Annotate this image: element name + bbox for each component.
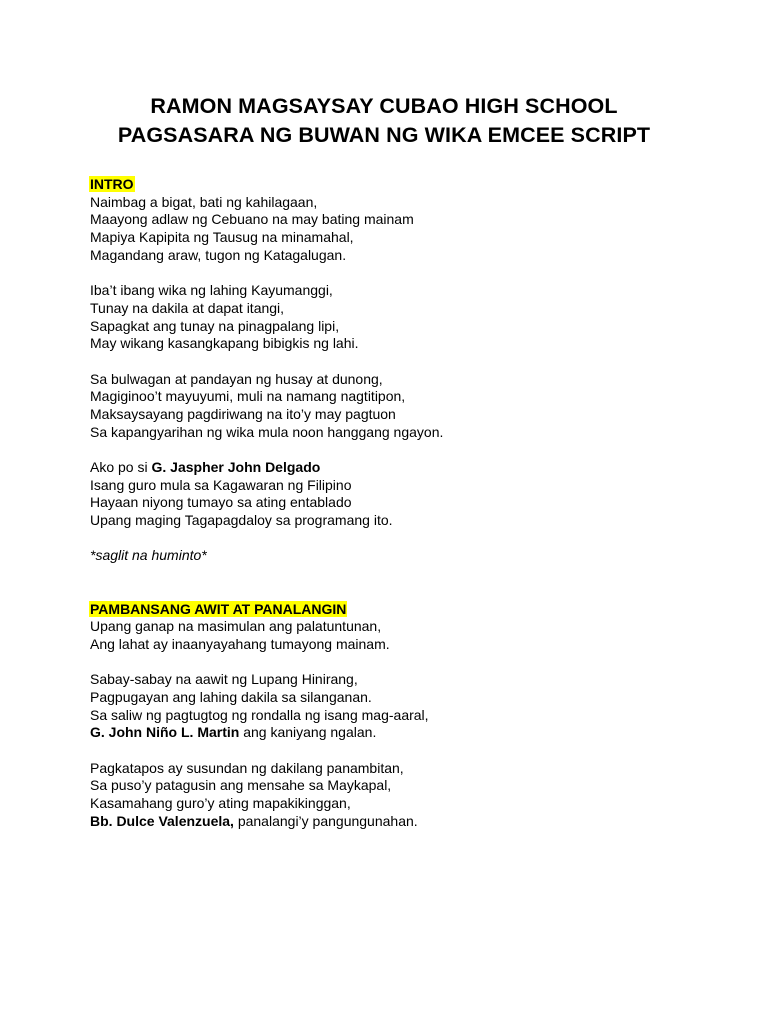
verse-line: Isang guro mula sa Kagawaran ng Filipino bbox=[90, 476, 352, 493]
verse-text: Ako po si bbox=[90, 459, 152, 475]
verse-line bbox=[90, 724, 690, 742]
verse-line: Pagkatapos ay susundan ng dakilang panambitan, bbox=[90, 759, 404, 776]
verse-line bbox=[90, 813, 690, 831]
verse-line: Iba’t ibang wika ng lahing Kayumanggi, bbox=[90, 282, 333, 299]
anthem-stanza-3 bbox=[90, 760, 690, 831]
verse-line: Pagpugayan ang lahing dakila sa silanganan. bbox=[90, 688, 372, 705]
anthem-stanza-2 bbox=[90, 671, 690, 742]
host-name: G. Jaspher John Delgado bbox=[151, 459, 321, 475]
verse-line: May wikang kasangkapang bibigkis ng lahi. bbox=[90, 335, 359, 352]
verse-line: Maayong adlaw ng Cebuano na may bating mainam bbox=[90, 211, 414, 228]
intro-stanza-4 bbox=[90, 459, 690, 530]
title-line-1: RAMON MAGSAYSAY CUBAO HIGH SCHOOL bbox=[150, 94, 618, 118]
verse-line: Sa bulwagan at pandayan ng husay at dunong, bbox=[90, 370, 383, 387]
verse-line: Tunay na dakila at dapat itangi, bbox=[90, 299, 285, 316]
verse-line: Mapiya Kapipita ng Tausug na minamahal, bbox=[90, 229, 354, 246]
verse-line: Sa puso’y patagusin ang mensahe sa Maykapal, bbox=[90, 777, 392, 794]
intro-stanza-3 bbox=[90, 371, 690, 442]
verse-line: Sa saliw ng pagtugtog ng rondalla ng isang mag-aaral, bbox=[90, 706, 429, 723]
script-body bbox=[90, 176, 690, 830]
verse-text: panalangi’y pangungunahan. bbox=[233, 812, 418, 829]
verse-line: Sa kapangyarihan ng wika mula noon hanggang ngayon. bbox=[90, 423, 444, 440]
document-title bbox=[0, 92, 768, 150]
verse-line: Sabay-sabay na aawit ng Lupang Hinirang, bbox=[90, 671, 358, 688]
verse-line: Magiginoo’t mayuyumi, muli na namang nagtitipon, bbox=[90, 388, 406, 405]
stage-note: *saglit na huminto* bbox=[90, 547, 207, 564]
verse-text: ang kaniyang ngalan. bbox=[239, 724, 377, 741]
performer-name: G. John Niño L. Martin bbox=[90, 724, 240, 741]
highlighted-heading: PAMBANSANG AWIT AT PANALANGIN bbox=[90, 600, 347, 617]
section-heading-intro bbox=[90, 176, 690, 194]
prayer-leader-name: Bb. Dulce Valenzuela, bbox=[90, 812, 234, 829]
verse-line: Kasamahang guro’y ating mapakikinggan, bbox=[90, 795, 351, 812]
verse-line: Naimbag a bigat, bati ng kahilagaan, bbox=[90, 193, 318, 210]
verse-line: Maksaysayang pagdiriwang na ito’y may pagtuon bbox=[90, 405, 396, 422]
verse-line: Upang ganap na masimulan ang palatuntunan, bbox=[90, 618, 382, 635]
verse-line: Upang maging Tagapagdaloy sa programang ito. bbox=[90, 512, 393, 529]
verse-line: Sapagkat ang tunay na pinagpalang lipi, bbox=[90, 317, 340, 334]
section-heading-anthem bbox=[90, 601, 690, 619]
verse-line: Magandang araw, tugon ng Katagalugan. bbox=[90, 246, 347, 263]
highlighted-heading: INTRO bbox=[90, 176, 134, 192]
verse-line: Ang lahat ay inaanyayahang tumayong mainam. bbox=[90, 635, 390, 652]
verse-line: Hayaan niyong tumayo sa ating entablado bbox=[90, 494, 352, 511]
title-line-2: PAGSASARA NG BUWAN NG WIKA EMCEE SCRIPT bbox=[117, 123, 651, 147]
intro-stanza-2 bbox=[90, 282, 690, 353]
intro-stanza-1 bbox=[90, 194, 690, 265]
anthem-stanza-1 bbox=[90, 618, 690, 653]
verse-line bbox=[90, 459, 690, 477]
